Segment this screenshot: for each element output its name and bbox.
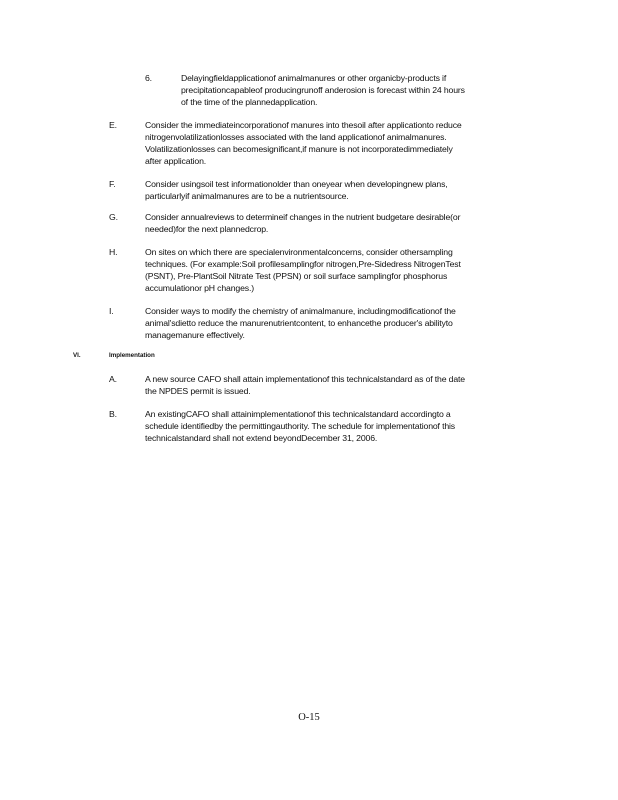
section-number: VI.	[73, 352, 81, 359]
item-label: B.	[109, 409, 117, 419]
item-text: On sites on which there are specialenvironmentalconcerns, consider othersampling techniques. (For example:Soil profilesamplingfor nitrogen,Pre-Sidedress NitrogenTest (PSNT), Pre-PlantSoil Nitrate Test (PPSN) or soil surface samplingfor phosphorus accumulationor pH changes.)	[145, 247, 461, 293]
section-title: Implementation	[109, 352, 155, 359]
item-text: Consider usingsoil test informationolder than oneyear when developingnew plans, particularlyif animalmanures are to be a nutrientsource.	[145, 179, 448, 201]
item-label: G.	[109, 212, 118, 222]
item-text: Delayingfieldapplicationof animalmanures or other organicby-products if precipitationcapableof producingrunoff anderosion is forecast within 24 hours of the time of the plannedapplication.	[181, 73, 465, 107]
page-number: O-15	[298, 712, 320, 723]
item-text: Consider ways to modify the chemistry of animalmanure, includingmodificationof the animal'sdietto reduce the manurenutrientcontent, to enhancethe producer's abilityto managemanure effectively.	[145, 306, 456, 340]
item-label: 6.	[145, 73, 152, 83]
item-label: A.	[109, 374, 117, 384]
item-label: F.	[109, 179, 116, 189]
item-label: H.	[109, 247, 118, 257]
item-text: Consider the immediateincorporationof manures into thesoil after applicationto reduce nitrogenvolatilizationlosses associated with the land applicationof animalmanures. Volatilizationlosses can becomesignificant,if manure is not incorporatedimmediately after application.	[145, 120, 462, 166]
item-text: A new source CAFO shall attain implementationof this technicalstandard as of the date the NPDES permit is issued.	[145, 374, 465, 396]
item-text: An existingCAFO shall attainimplementationof this technicalstandard accordingto a schedule identifiedby the permittingauthority. The schedule for implementationof this technicalstandard shall not extend beyondDecember 31, 2006.	[145, 409, 455, 443]
item-label: I.	[109, 306, 114, 316]
item-label: E.	[109, 120, 117, 130]
item-text: Consider annualreviews to determineif changes in the nutrient budgetare desirable(or needed)for the next plannedcrop.	[145, 212, 461, 234]
